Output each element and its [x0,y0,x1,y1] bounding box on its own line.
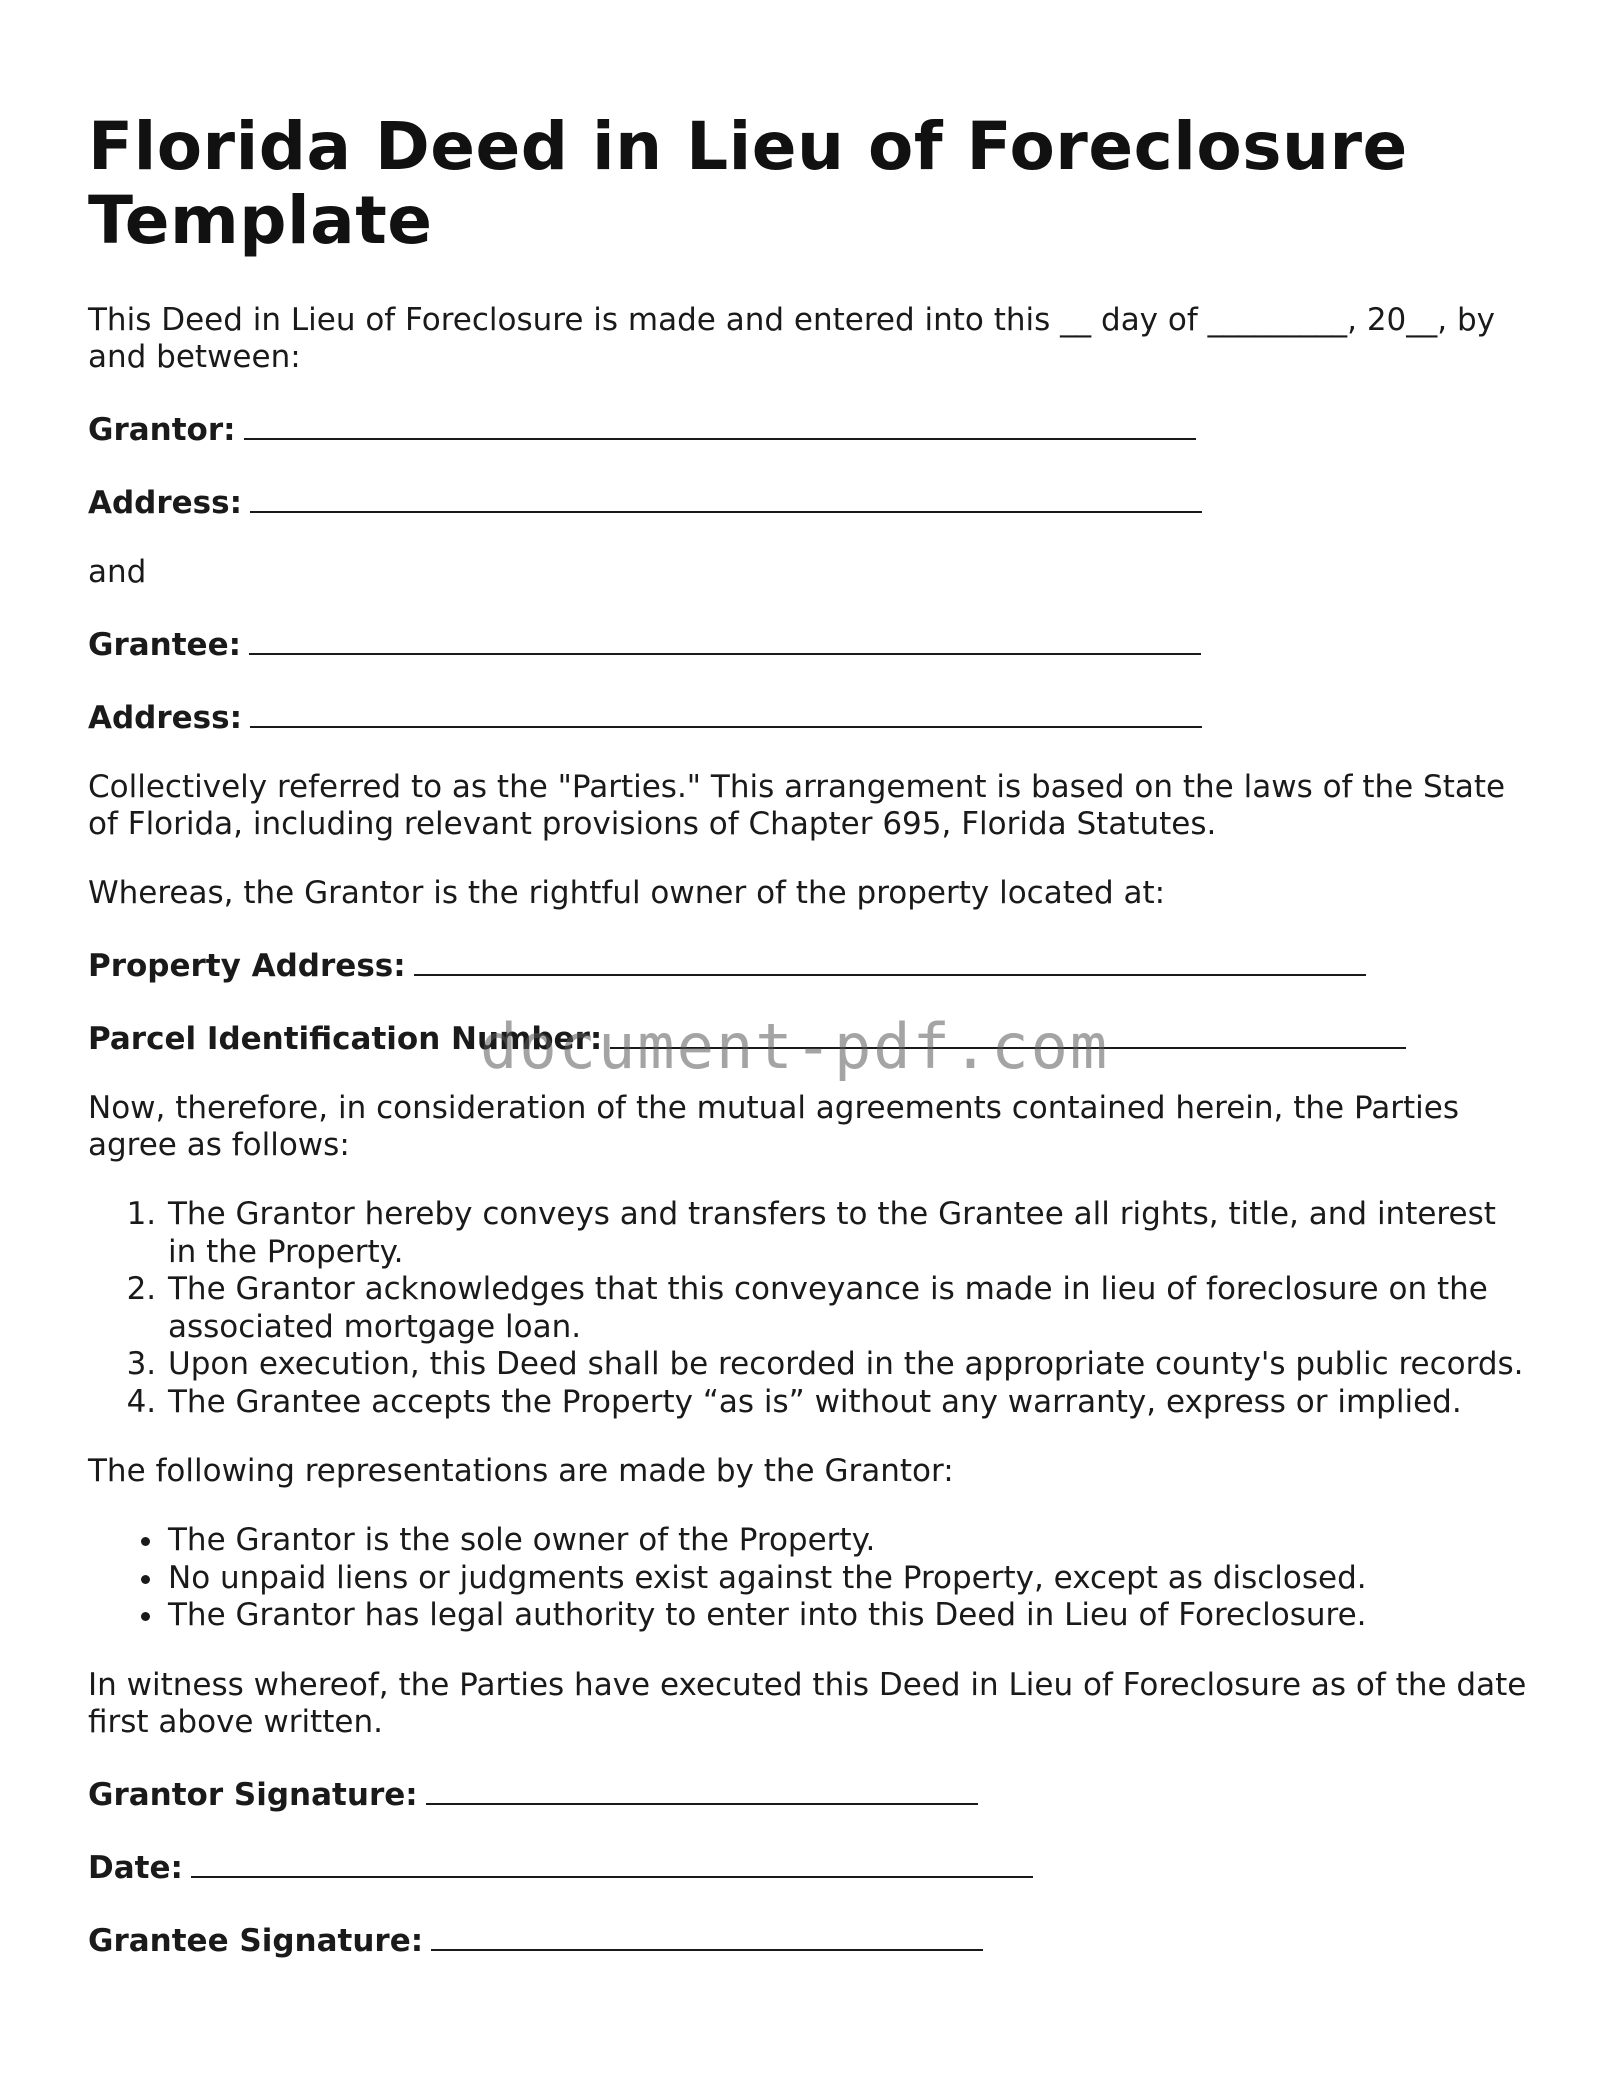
property-address-field [88,944,1528,985]
term-item: 2. The Grantor acknowledges that this conveyance is made in lieu of foreclosure on the associated mortgage loan. [166,1271,1528,1346]
watermark-text: document-pdf.com [480,1010,1110,1083]
parcel-id-label: Parcel Identification Number: [88,1021,603,1057]
grantee-signature-blank-line [431,1919,983,1951]
representations-list [88,1522,1528,1635]
document-page [88,110,1528,1992]
grantor-address-field [88,481,1528,522]
grantor-blank-line [244,408,1196,440]
grantor-signature-blank-line [426,1773,978,1805]
grantor-field [88,408,1528,449]
witness-paragraph: In witness whereof, the Parties have executed this Deed in Lieu of Foreclosure as of the date first above written. [88,1666,1527,1740]
intro-paragraph: This Deed in Lieu of Foreclosure is made and entered into this __ day of _________, 20__, by and between: [88,302,1496,375]
parcel-id-blank-line [610,1017,1406,1049]
representation-item: • The Grantor has legal authority to enter into this Deed in Lieu of Foreclosure. [166,1597,1528,1635]
representation-item: • No unpaid liens or judgments exist against the Property, except as disclosed. [166,1560,1528,1598]
term-item: 4. The Grantee accepts the Property “as is” without any warranty, express or implied. [166,1384,1528,1422]
document-title: Florida Deed in Lieu of Foreclosure Template [88,108,1408,259]
collectively-paragraph: Collectively referred to as the "Parties." This arrangement is based on the laws of the State of Florida, including relevant provisions of Chapter 695, Florida Statutes. [88,769,1506,842]
date-label: Date: [88,1849,183,1886]
grantee-address-field [88,696,1528,737]
representations-intro: The following representations are made by the Grantor: [88,1453,954,1489]
grantee-address-label: Address: [88,700,242,736]
grantor-signature-label: Grantor Signature: [88,1776,418,1813]
grantee-signature-field [88,1919,1528,1960]
terms-list [88,1196,1528,1421]
grantor-signature-field [88,1773,1528,1814]
grantee-address-blank-line [250,696,1202,728]
grantee-field [88,623,1528,664]
grantor-label: Grantor: [88,412,236,448]
property-address-blank-line [414,944,1366,976]
grantee-blank-line [249,623,1201,655]
date-field [88,1846,1528,1887]
grantor-address-label: Address: [88,485,242,521]
date-blank-line [191,1846,1033,1878]
grantor-address-blank-line [250,481,1202,513]
term-item: 1. The Grantor hereby conveys and transfers to the Grantee all rights, title, and interest in the Property. [166,1196,1528,1271]
parcel-id-field [88,1017,1528,1058]
property-address-label: Property Address: [88,948,406,984]
and-text: and [88,554,147,590]
representation-item: • The Grantor is the sole owner of the Property. [166,1522,1528,1560]
grantee-signature-label: Grantee Signature: [88,1922,424,1959]
whereas-paragraph: Whereas, the Grantor is the rightful owner of the property located at: [88,875,1166,911]
term-item: 3. Upon execution, this Deed shall be recorded in the appropriate county's public records. [166,1346,1528,1384]
now-therefore-paragraph: Now, therefore, in consideration of the mutual agreements contained herein, the Parties agree as follows: [88,1090,1460,1163]
grantee-label: Grantee: [88,627,241,663]
